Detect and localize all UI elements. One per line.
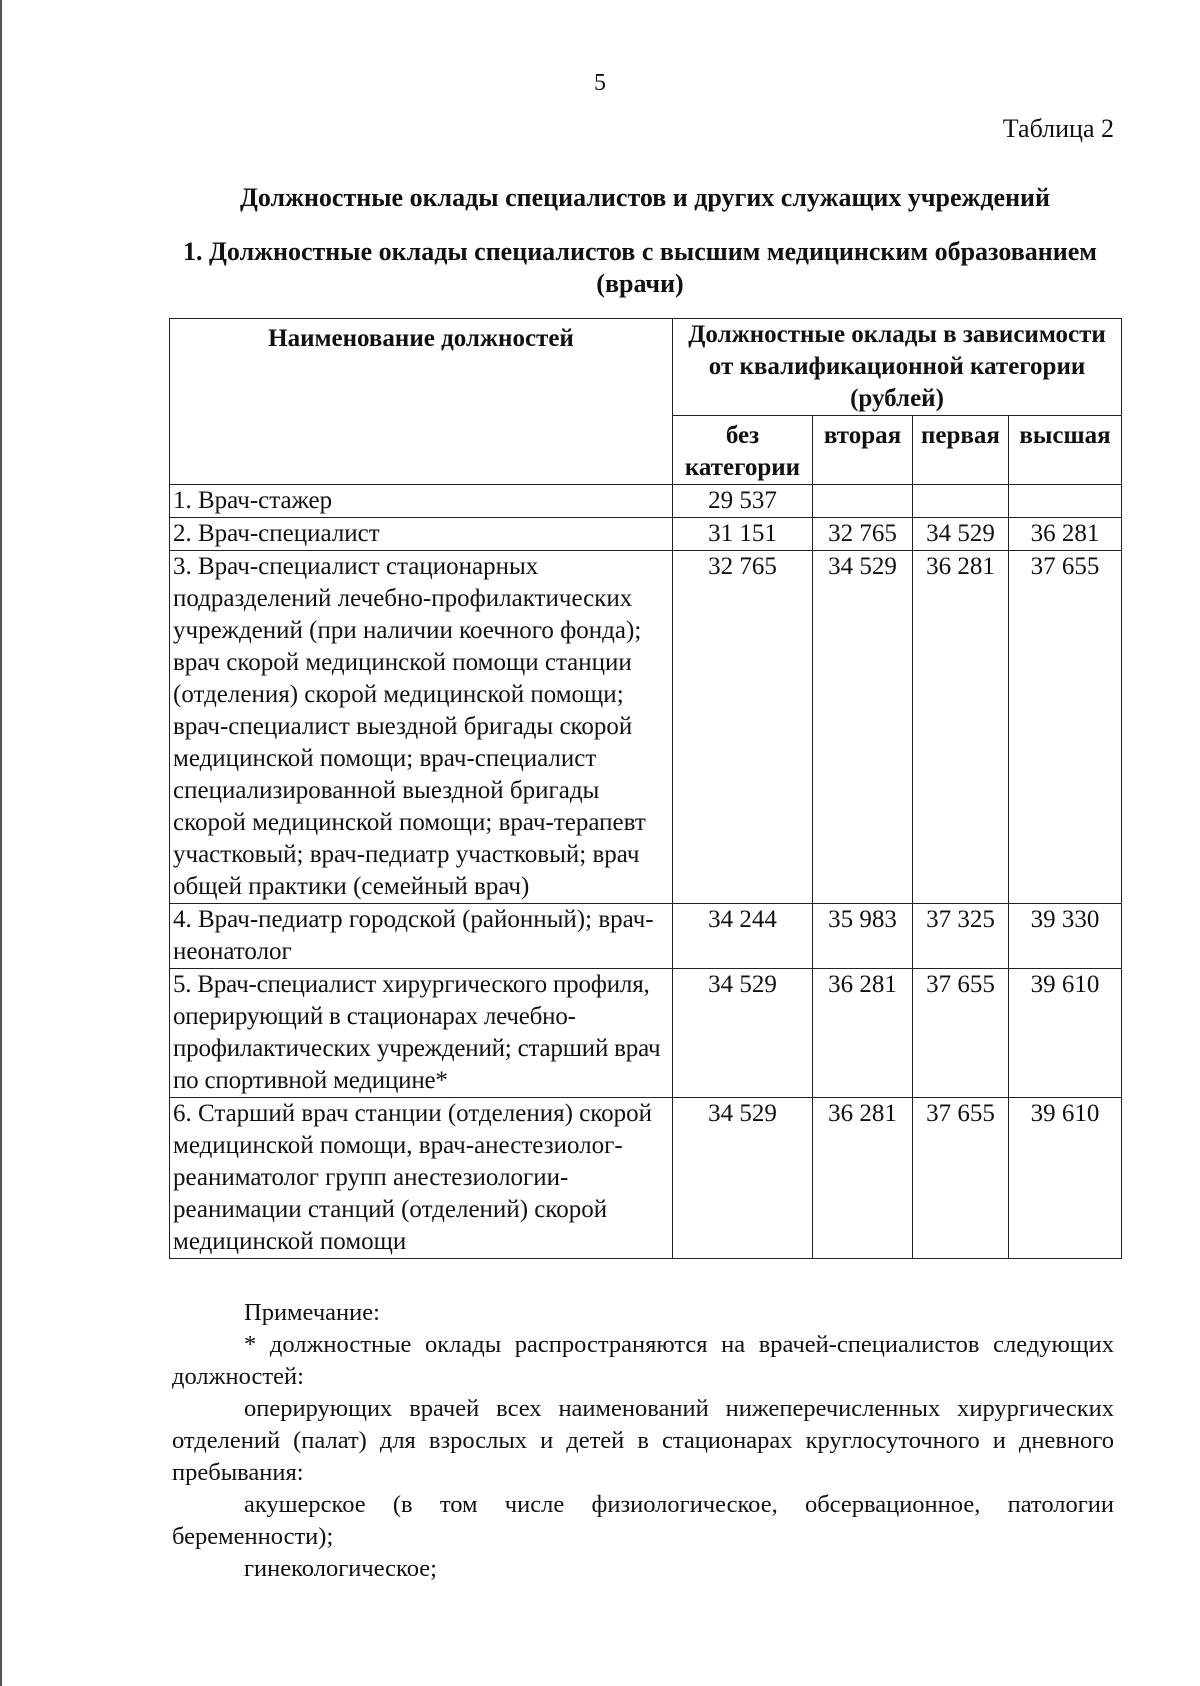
table-label: Таблица 2 — [1002, 114, 1114, 143]
salary-cell: 36 281 — [913, 551, 1009, 904]
header-category-first: первая — [913, 416, 1009, 485]
table-row — [170, 551, 1122, 904]
salary-cell: 34 529 — [913, 518, 1009, 551]
salary-cell: 34 529 — [673, 1098, 813, 1259]
notes-heading: Примечание: — [244, 1299, 380, 1326]
salary-cell: 39 330 — [1009, 904, 1122, 969]
scan-edge — [0, 0, 2, 1686]
salary-cell — [1009, 485, 1122, 518]
salary-cell: 36 281 — [1009, 518, 1122, 551]
position-cell: 4. Врач-педиатр городской (районный); врач-неонатолог — [170, 904, 673, 969]
table-row — [170, 904, 1122, 969]
salary-cell: 31 151 — [673, 518, 813, 551]
header-category-second: вторая — [813, 416, 913, 485]
table-row — [170, 485, 1122, 518]
salary-table — [169, 318, 1122, 1259]
table-row — [170, 1098, 1122, 1259]
salary-cell: 39 610 — [1009, 1098, 1122, 1259]
salary-cell: 36 281 — [813, 1098, 913, 1259]
salary-cell: 37 655 — [1009, 551, 1122, 904]
salary-cell: 36 281 — [813, 969, 913, 1098]
notes-section — [172, 1297, 1114, 1585]
salary-cell: 34 529 — [813, 551, 913, 904]
header-salary-group: Должностные оклады в зависимости от квалификационной категории (рублей) — [673, 319, 1122, 416]
salary-cell: 39 610 — [1009, 969, 1122, 1098]
table-row — [170, 518, 1122, 551]
note-paragraph: оперирующих врачей всех наименований нижеперечисленных хирургических отделений (палат) для взрослых и детей в стационарах круглосуточного и дневного пребывания: — [172, 1395, 1114, 1486]
position-cell: 5. Врач-специалист хирургического профиля, оперирующий в стационарах лечебно-профилактических учреждений; старший врач по спортивной медицине* — [170, 969, 673, 1098]
note-paragraph: акушерское (в том числе физиологическое, обсервационное, патологии беременности); — [172, 1491, 1114, 1550]
salary-cell: 37 325 — [913, 904, 1009, 969]
page-number: 5 — [594, 70, 606, 96]
main-title: Должностные оклады специалистов и других служащих учреждений — [239, 183, 1051, 212]
position-cell: 2. Врач-специалист — [170, 518, 673, 551]
position-cell: 3. Врач-специалист стационарных подразделений лечебно-профилактических учреждений (при наличии коечного фонда); врач скорой медицинской помощи станции (отделения) скорой медицинской помощи; врач-специалист выездной бригады скорой медицинской помощи; врач-специалист специализированной выездной бригады скорой медицинской помощи; врач-терапевт участковый; врач-педиатр участковый; врач общей практики (семейный врач) — [170, 551, 673, 904]
salary-cell: 34 244 — [673, 904, 813, 969]
section-title: 1. Должностные оклады специалистов с высшим медицинским образованием (врачи) — [183, 237, 1097, 298]
salary-cell — [813, 485, 913, 518]
salary-cell: 37 655 — [913, 969, 1009, 1098]
table-row — [170, 969, 1122, 1098]
salary-cell: 34 529 — [673, 969, 813, 1098]
note-paragraph: гинекологическое; — [244, 1555, 437, 1582]
position-cell: 1. Врач-стажер — [170, 485, 673, 518]
salary-cell: 35 983 — [813, 904, 913, 969]
position-cell: 6. Старший врач станции (отделения) скорой медицинской помощи, врач-анестезиолог-реаниматолог групп анестезиологии-реанимации станций (отделений) скорой медицинской помощи — [170, 1098, 673, 1259]
salary-cell: 32 765 — [673, 551, 813, 904]
salary-cell: 32 765 — [813, 518, 913, 551]
header-position: Наименование должностей — [170, 319, 673, 485]
note-paragraph: * должностные оклады распространяются на врачей-специалистов следующих должностей: — [172, 1331, 1114, 1390]
salary-cell — [913, 485, 1009, 518]
salary-cell: 37 655 — [913, 1098, 1009, 1259]
salary-cell: 29 537 — [673, 485, 813, 518]
header-category-highest: высшая — [1009, 416, 1122, 485]
header-category-none: без категории — [673, 416, 813, 485]
